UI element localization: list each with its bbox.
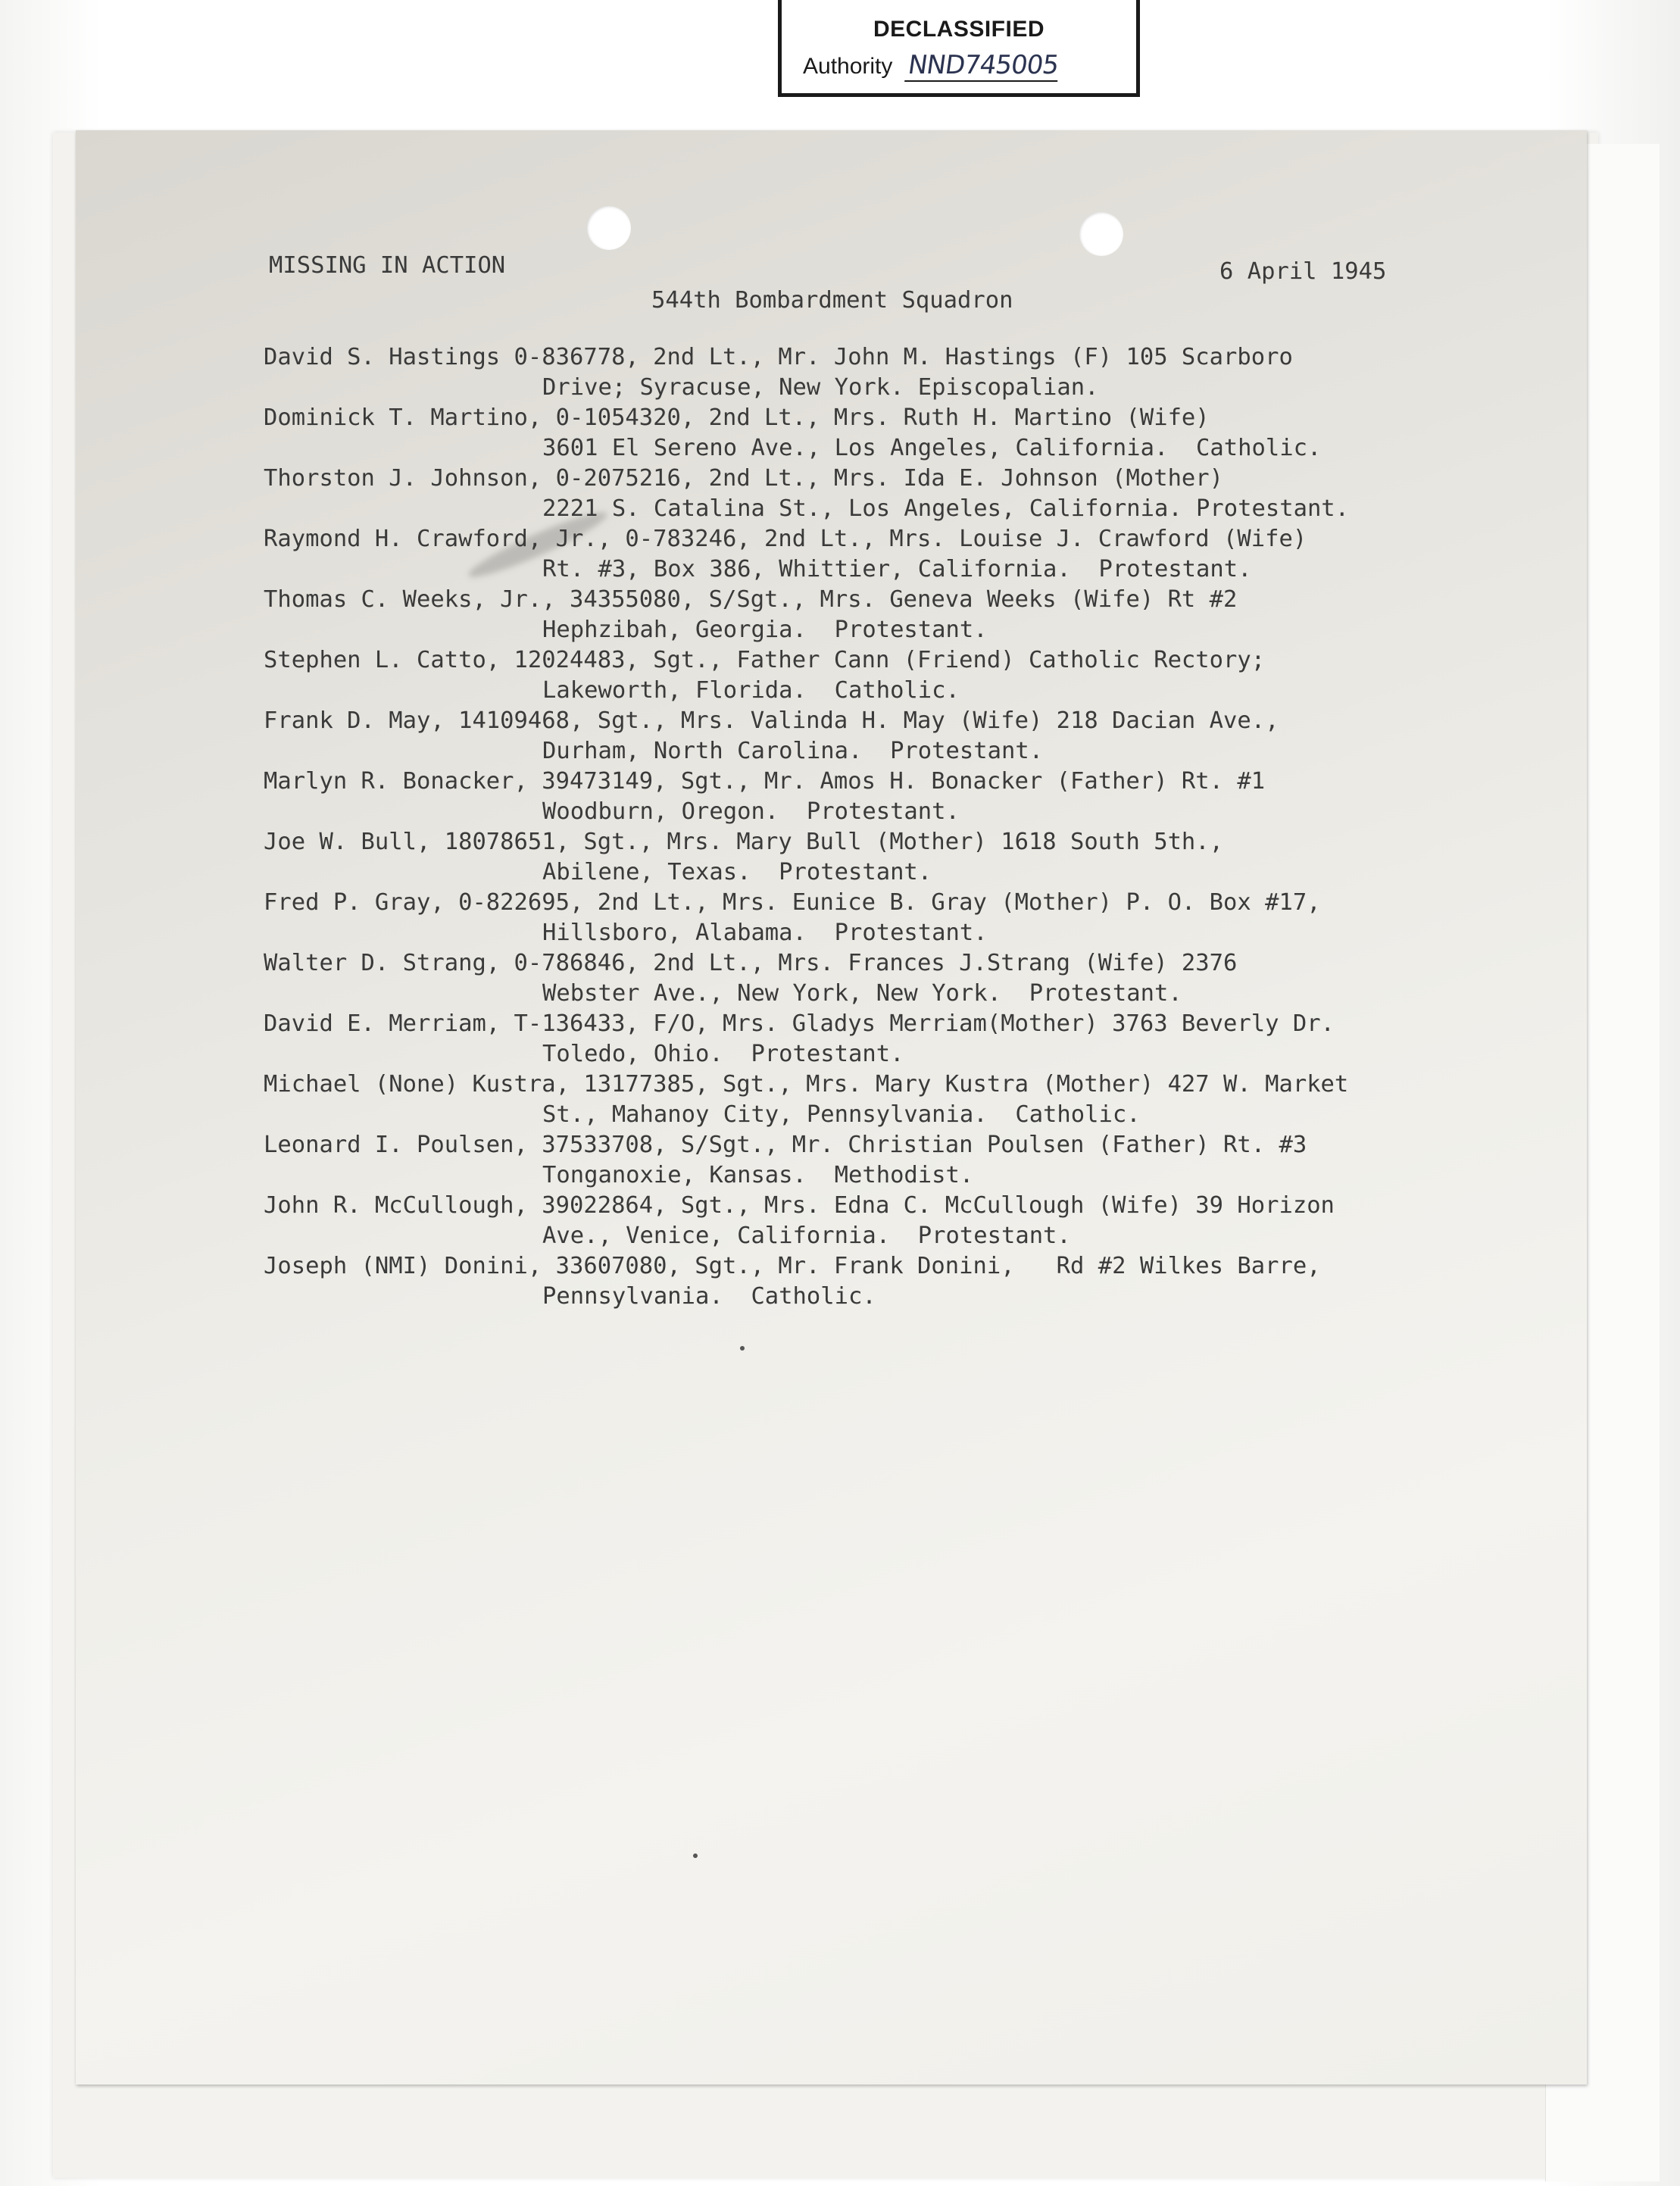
- stamp-authority-label: Authority: [803, 54, 893, 79]
- entry-line-1: David S. Hastings 0-836778, 2nd Lt., Mr. John M. Hastings (F) 105 Scarboro: [264, 344, 1293, 370]
- entry-line-2: Hephzibah, Georgia. Protestant.: [542, 617, 988, 643]
- entry-line-2: 2221 S. Catalina St., Los Angeles, California. Protestant.: [542, 495, 1350, 522]
- personnel-entry: [264, 1070, 1506, 1130]
- entry-line-2: Hillsboro, Alabama. Protestant.: [542, 920, 988, 946]
- personnel-entry: [264, 767, 1506, 827]
- personnel-entry: [264, 524, 1506, 585]
- document-heading: MISSING IN ACTION: [269, 252, 506, 279]
- punch-hole-right: [1079, 212, 1123, 256]
- entry-line-1: Joe W. Bull, 18078651, Sgt., Mrs. Mary Bull (Mother) 1618 South 5th.,: [264, 829, 1224, 855]
- entry-line-2: Ave., Venice, California. Protestant.: [542, 1223, 1071, 1249]
- personnel-entry: [264, 585, 1506, 645]
- entry-line-1: Frank D. May, 14109468, Sgt., Mrs. Valinda H. May (Wife) 218 Dacian Ave.,: [264, 707, 1279, 734]
- entry-line-1: Dominick T. Martino, 0-1054320, 2nd Lt., Mrs. Ruth H. Martino (Wife): [264, 404, 1210, 431]
- personnel-entry: [264, 645, 1506, 706]
- entry-line-1: Walter D. Strang, 0-786846, 2nd Lt., Mrs. Frances J.Strang (Wife) 2376: [264, 950, 1238, 976]
- personnel-entry: [264, 1191, 1506, 1251]
- entry-line-1: Raymond H. Crawford, Jr., 0-783246, 2nd Lt., Mrs. Louise J. Crawford (Wife): [264, 526, 1307, 552]
- entry-line-1: Michael (None) Kustra, 13177385, Sgt., Mrs. Mary Kustra (Mother) 427 W. Market: [264, 1071, 1349, 1098]
- unit-name: 544th Bombardment Squadron: [651, 287, 1013, 314]
- entry-line-2: 3601 El Sereno Ave., Los Angeles, California. Catholic.: [542, 435, 1322, 461]
- personnel-list: [264, 342, 1506, 1312]
- personnel-entry: [264, 464, 1506, 524]
- personnel-entry: [264, 1130, 1506, 1191]
- stamp-authority-row: [803, 50, 1060, 82]
- entry-line-2: Tonganoxie, Kansas. Methodist.: [542, 1162, 974, 1188]
- personnel-entry: [264, 948, 1506, 1009]
- entry-line-2: Lakeworth, Florida. Catholic.: [542, 677, 960, 704]
- entry-line-2: Rt. #3, Box 386, Whittier, California. Protestant.: [542, 556, 1252, 582]
- entry-line-2: Abilene, Texas. Protestant.: [542, 859, 932, 885]
- entry-line-1: David E. Merriam, T-136433, F/O, Mrs. Gladys Merriam(Mother) 3763 Beverly Dr.: [264, 1010, 1335, 1037]
- stamp-title: DECLASSIFIED: [873, 17, 1045, 42]
- entry-line-1: Thorston J. Johnson, 0-2075216, 2nd Lt., Mrs. Ida E. Johnson (Mother): [264, 465, 1224, 492]
- speck: [693, 1853, 698, 1858]
- personnel-entry: [264, 827, 1506, 888]
- declassified-stamp: [778, 0, 1140, 97]
- personnel-entry: [264, 1251, 1506, 1312]
- entry-line-2: Drive; Syracuse, New York. Episcopalian.: [542, 374, 1099, 401]
- entry-line-2: Woodburn, Oregon. Protestant.: [542, 798, 960, 825]
- stamp-authority-value: NND745005: [904, 50, 1062, 82]
- entry-line-1: Leonard I. Poulsen, 37533708, S/Sgt., Mr. Christian Poulsen (Father) Rt. #3: [264, 1132, 1307, 1158]
- entry-line-1: John R. McCullough, 39022864, Sgt., Mrs. Edna C. McCullough (Wife) 39 Horizon: [264, 1192, 1335, 1219]
- entry-line-1: Stephen L. Catto, 12024483, Sgt., Father Cann (Friend) Catholic Rectory;: [264, 647, 1266, 673]
- personnel-entry: [264, 342, 1506, 403]
- entry-line-2: Durham, North Carolina. Protestant.: [542, 738, 1044, 764]
- punch-hole-left: [587, 206, 631, 250]
- entry-line-2: Pennsylvania. Catholic.: [542, 1283, 876, 1310]
- speck: [740, 1346, 745, 1351]
- entry-line-1: Fred P. Gray, 0-822695, 2nd Lt., Mrs. Eunice B. Gray (Mother) P. O. Box #17,: [264, 889, 1321, 916]
- entry-line-2: St., Mahanoy City, Pennsylvania. Catholic.: [542, 1101, 1141, 1128]
- document-date: 6 April 1945: [1219, 258, 1387, 285]
- entry-line-2: Webster Ave., New York, New York. Protestant.: [542, 980, 1182, 1007]
- entry-line-1: Joseph (NMI) Donini, 33607080, Sgt., Mr. Frank Donini, Rd #2 Wilkes Barre,: [264, 1253, 1321, 1279]
- entry-line-1: Marlyn R. Bonacker, 39473149, Sgt., Mr. Amos H. Bonacker (Father) Rt. #1: [264, 768, 1266, 795]
- entry-line-2: Toledo, Ohio. Protestant.: [542, 1041, 904, 1067]
- personnel-entry: [264, 888, 1506, 948]
- personnel-entry: [264, 1009, 1506, 1070]
- personnel-entry: [264, 706, 1506, 767]
- entry-line-1: Thomas C. Weeks, Jr., 34355080, S/Sgt., Mrs. Geneva Weeks (Wife) Rt #2: [264, 586, 1238, 613]
- personnel-entry: [264, 403, 1506, 464]
